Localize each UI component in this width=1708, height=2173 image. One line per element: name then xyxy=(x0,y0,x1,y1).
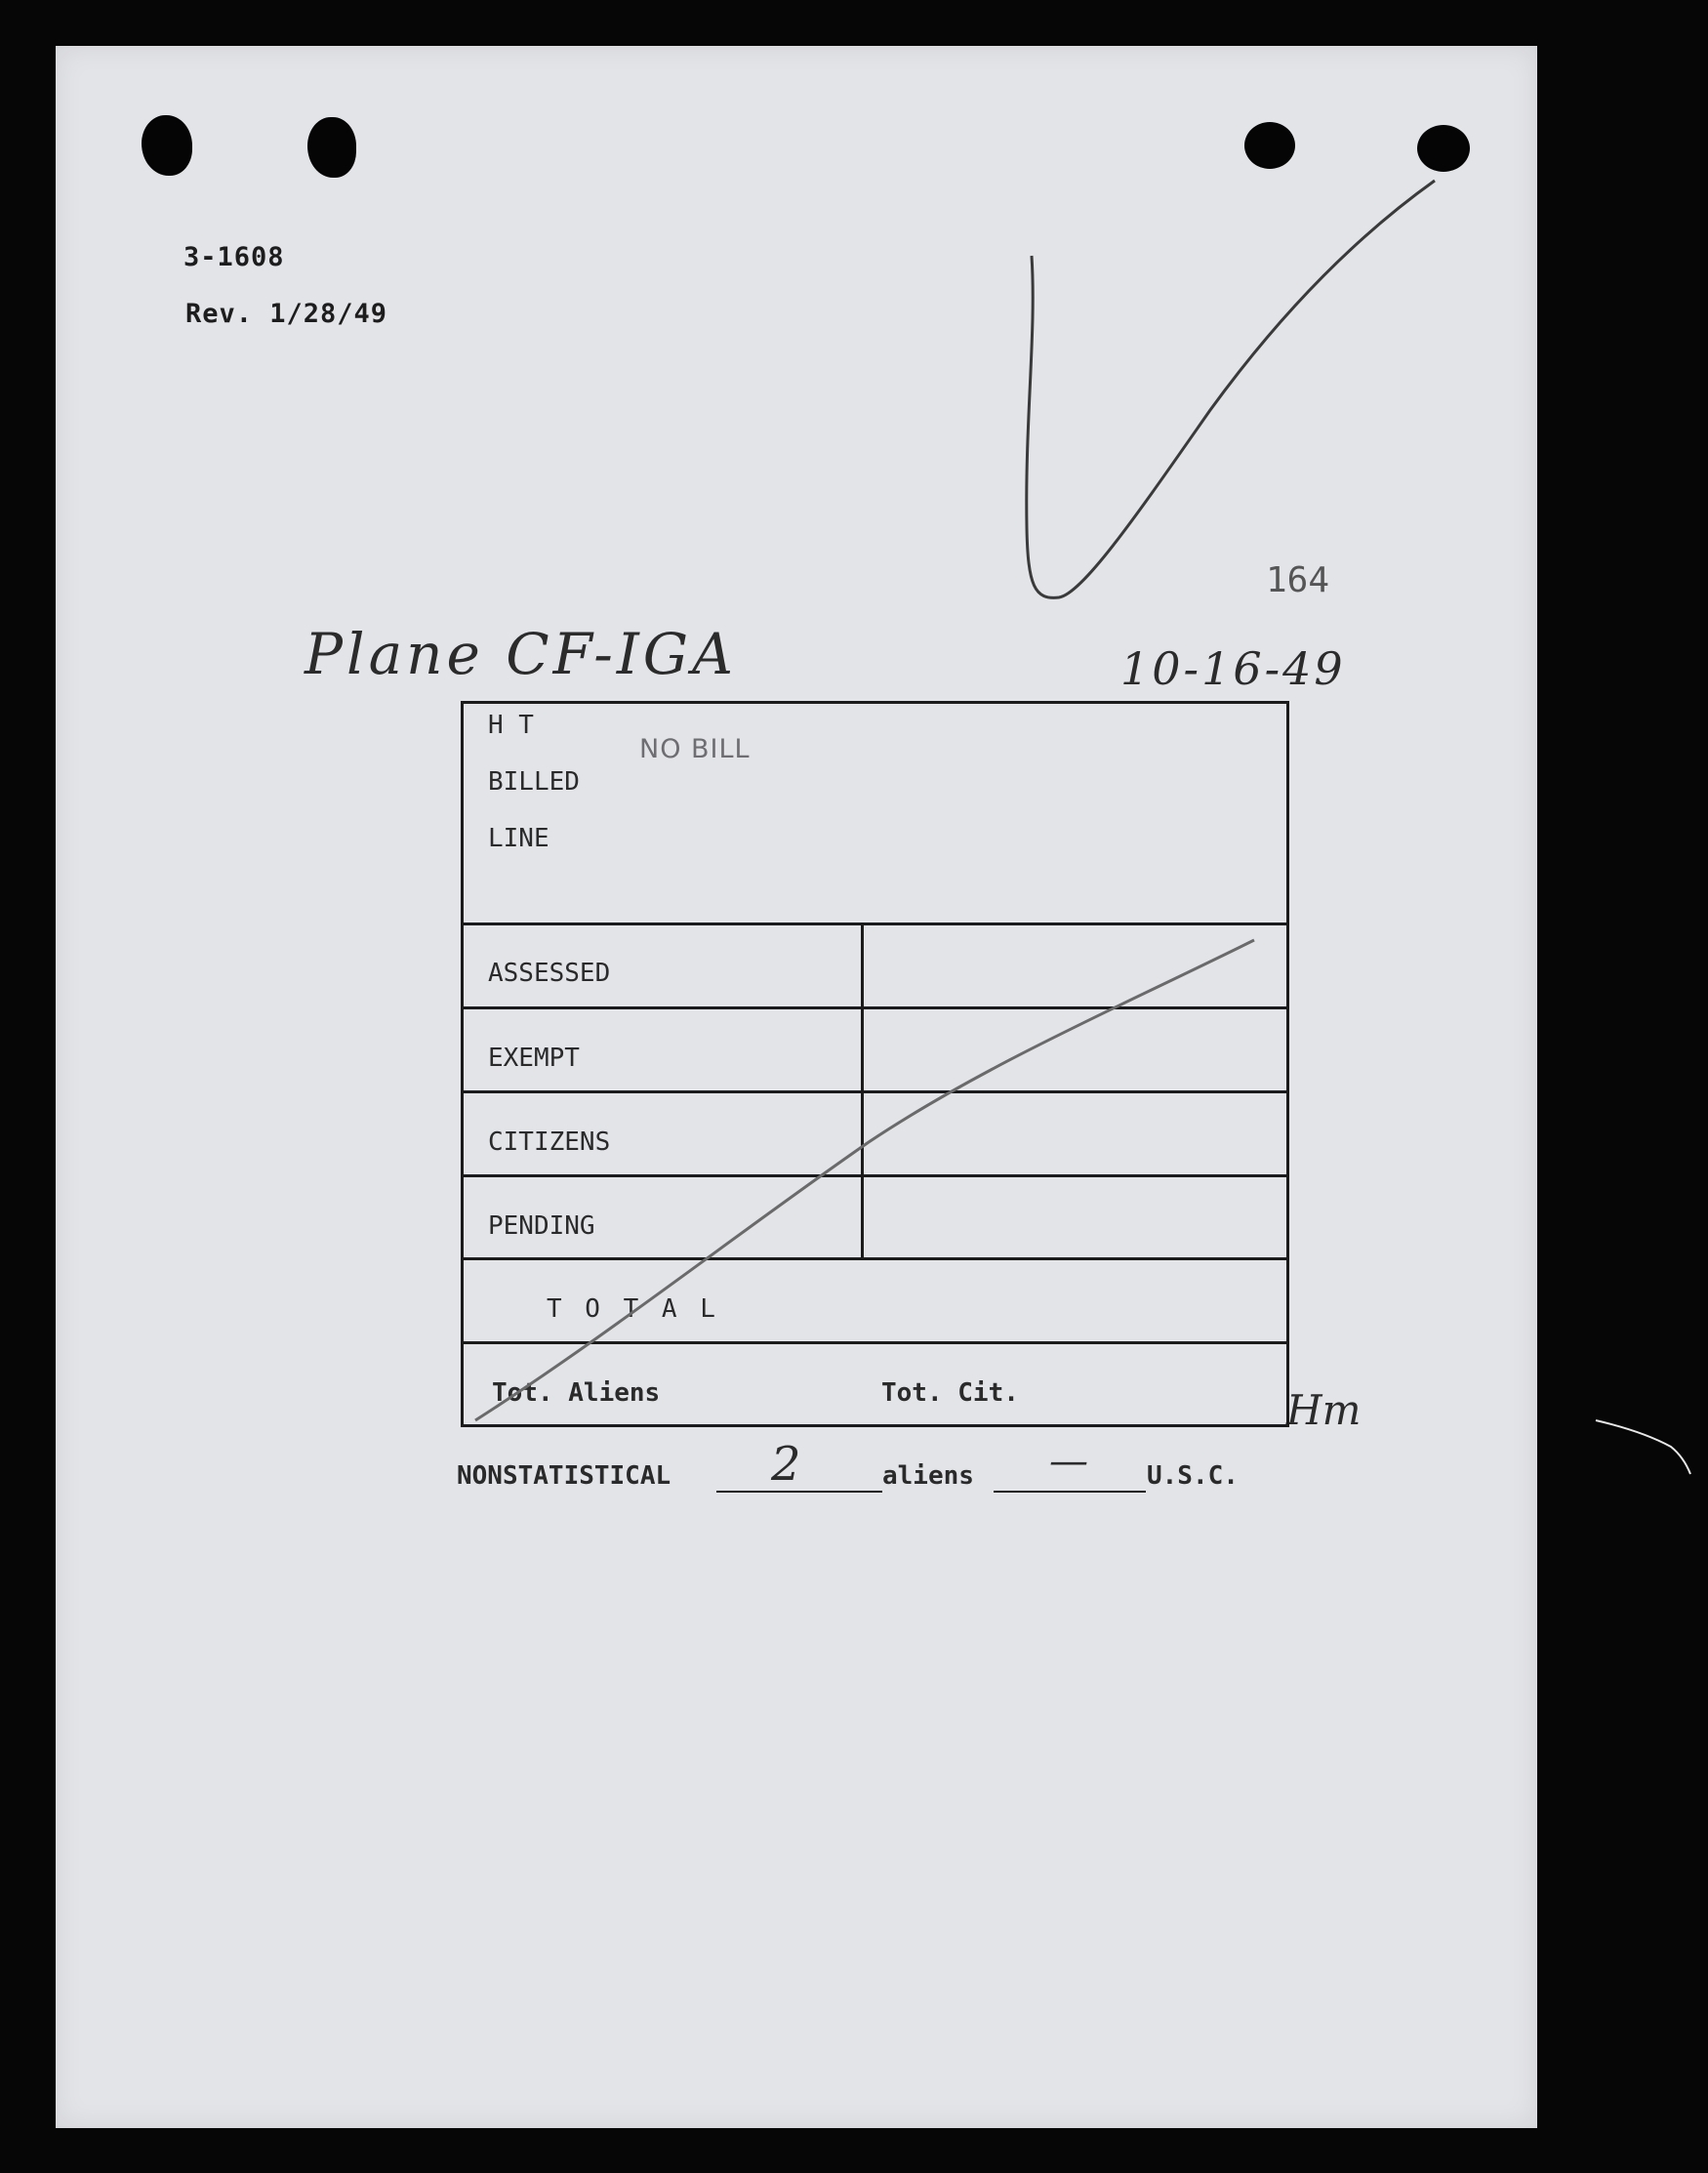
label-line: LINE xyxy=(488,824,549,853)
label-ht: H T xyxy=(488,711,534,740)
label-total: T O T A L xyxy=(547,1294,719,1324)
handwritten-plane-id: Plane CF-IGA xyxy=(305,621,738,687)
label-billed: BILLED xyxy=(488,767,580,797)
page-number: 164 xyxy=(1266,560,1330,600)
label-pending: PENDING xyxy=(488,1211,595,1241)
label-assessed: ASSESSED xyxy=(488,959,611,988)
label-exempt: EXEMPT xyxy=(488,1044,580,1073)
label-usc: U.S.C. xyxy=(1147,1461,1239,1491)
label-citizens: CITIZENS xyxy=(488,1128,611,1157)
revision-date: Rev. 1/28/49 xyxy=(185,299,388,329)
handwritten-usc-count: — xyxy=(1049,1439,1088,1484)
stray-mark xyxy=(1596,1420,1690,1474)
checkmark-pencil xyxy=(1027,181,1435,597)
label-nonstatistical: NONSTATISTICAL xyxy=(457,1461,671,1491)
form-number: 3-1608 xyxy=(183,242,285,272)
diagonal-strike-line xyxy=(475,940,1254,1420)
handwritten-aliens-count: 2 xyxy=(771,1437,801,1492)
handwritten-initials: Hm xyxy=(1286,1386,1362,1434)
label-aliens: aliens xyxy=(882,1461,974,1491)
label-tot-aliens: Tot. Aliens xyxy=(492,1378,661,1408)
handwritten-date: 10-16-49 xyxy=(1120,642,1346,695)
no-bill-stamp: NO BILL xyxy=(639,734,751,764)
label-tot-cit: Tot. Cit. xyxy=(881,1378,1019,1408)
